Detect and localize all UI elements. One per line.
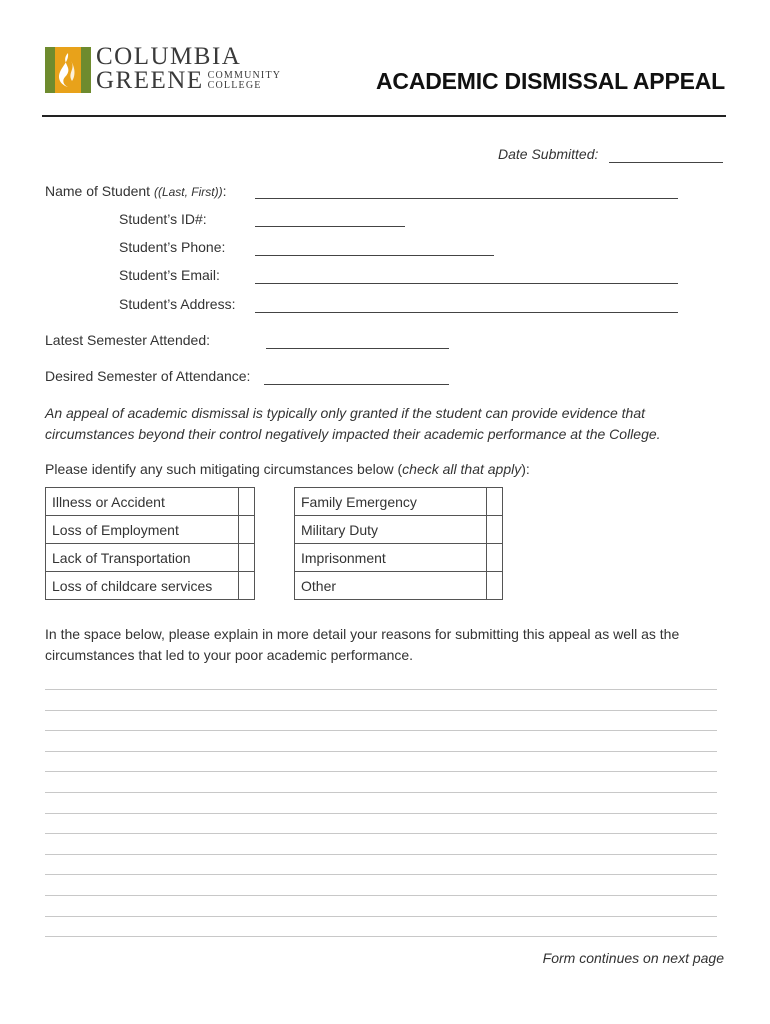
option-label: Loss of Employment <box>46 516 239 544</box>
writing-line[interactable] <box>45 874 717 875</box>
table-row <box>46 544 255 572</box>
writing-line[interactable] <box>45 792 717 793</box>
circumstances-prompt: Please identify any such mitigating circumstances below (check all that apply): <box>45 461 530 477</box>
writing-line[interactable] <box>45 730 717 731</box>
logo-columbia: COLUMBIA <box>96 43 242 70</box>
appeal-notice: An appeal of academic dismissal is typically only granted if the student can provide evidence that circumstances beyond their control negatively impacted their academic performance at the College. <box>45 405 661 442</box>
student-name-field[interactable] <box>255 197 678 199</box>
desired-semester-field[interactable] <box>264 383 449 385</box>
table-row <box>46 488 255 516</box>
circumstances-table-right <box>294 487 503 600</box>
option-label: Loss of childcare services <box>46 572 239 600</box>
writing-line[interactable] <box>45 771 717 772</box>
latest-semester-label: Latest Semester Attended: <box>45 332 210 348</box>
table-row <box>46 516 255 544</box>
logo-community: COMMUNITY <box>207 70 282 81</box>
table-row <box>46 572 255 600</box>
latest-semester-field[interactable] <box>266 347 449 349</box>
writing-line[interactable] <box>45 689 717 690</box>
student-email-label: Student’s Email: <box>119 267 220 283</box>
header-divider <box>42 115 726 117</box>
writing-line[interactable] <box>45 916 717 917</box>
writing-line[interactable] <box>45 854 717 855</box>
option-label: Family Emergency <box>295 488 487 516</box>
option-label: Lack of Transportation <box>46 544 239 572</box>
student-phone-label: Student’s Phone: <box>119 239 226 255</box>
student-name-label: Name of Student ((Last, First)): <box>45 183 227 199</box>
date-submitted-label: Date Submitted: <box>498 146 599 162</box>
date-submitted-field[interactable] <box>609 161 723 163</box>
form-continues-note: Form continues on next page <box>542 950 724 966</box>
college-logo-icon <box>45 47 91 93</box>
explanation-prompt: In the space below, please explain in more detail your reasons for submitting this appeal as well as the circumstances that led to your poor academic performance. <box>45 626 680 663</box>
writing-line[interactable] <box>45 751 717 752</box>
student-id-label: Student’s ID#: <box>119 211 207 227</box>
option-label: Illness or Accident <box>46 488 239 516</box>
checkbox[interactable] <box>487 516 503 544</box>
student-phone-field[interactable] <box>255 254 494 256</box>
student-address-field[interactable] <box>255 311 678 313</box>
circumstances-table-left <box>45 487 255 600</box>
writing-line[interactable] <box>45 813 717 814</box>
writing-line[interactable] <box>45 895 717 896</box>
logo-greene: GREENE <box>96 67 204 94</box>
checkbox[interactable] <box>487 488 503 516</box>
option-label: Military Duty <box>295 516 487 544</box>
checkbox[interactable] <box>239 516 255 544</box>
college-logo-text <box>96 45 281 93</box>
student-email-field[interactable] <box>255 282 678 284</box>
writing-line[interactable] <box>45 710 717 711</box>
option-label: Imprisonment <box>295 544 487 572</box>
checkbox[interactable] <box>239 572 255 600</box>
writing-line[interactable] <box>45 833 717 834</box>
student-id-field[interactable] <box>255 225 405 227</box>
table-row <box>295 544 503 572</box>
checkbox[interactable] <box>487 572 503 600</box>
table-row <box>295 488 503 516</box>
student-name-hint: ((Last, First)) <box>153 185 223 199</box>
page-title: ACADEMIC DISMISSAL APPEAL <box>376 68 725 94</box>
checkbox[interactable] <box>487 544 503 572</box>
table-row <box>295 572 503 600</box>
logo-college: COLLEGE <box>207 80 262 91</box>
checkbox[interactable] <box>239 544 255 572</box>
checkbox[interactable] <box>239 488 255 516</box>
table-row <box>295 516 503 544</box>
student-address-label: Student’s Address: <box>119 296 236 312</box>
desired-semester-label: Desired Semester of Attendance: <box>45 368 251 384</box>
option-label: Other <box>295 572 487 600</box>
writing-line[interactable] <box>45 936 717 937</box>
